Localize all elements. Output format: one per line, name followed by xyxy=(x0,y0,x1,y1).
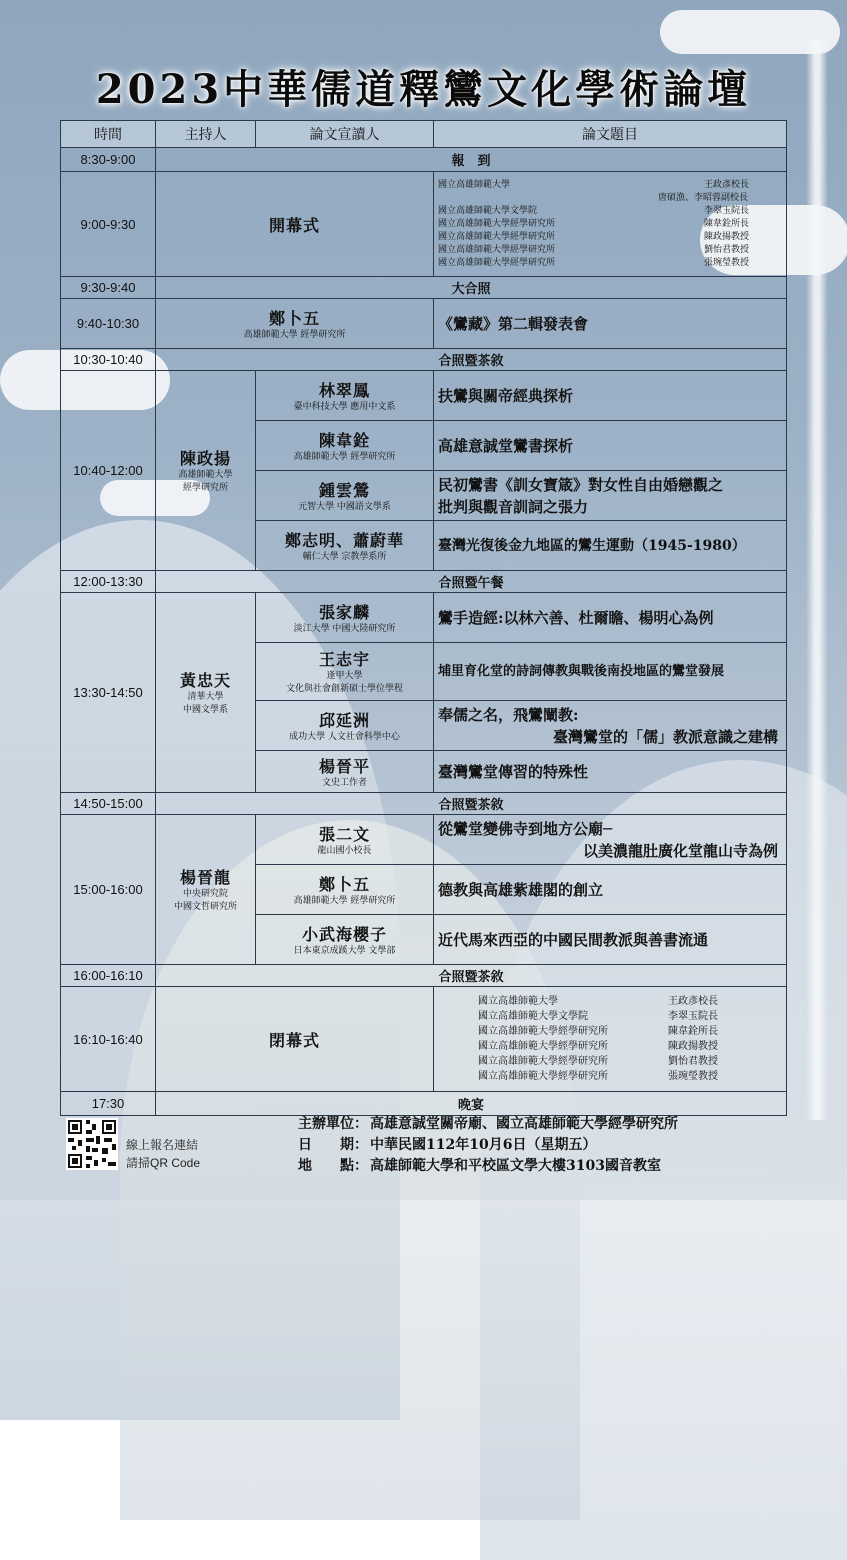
speaker-name: 張家麟 xyxy=(318,602,370,622)
time-cell: 10:30-10:40 xyxy=(61,349,156,371)
speaker-name: 鍾雲鶯 xyxy=(318,480,370,500)
speaker-affiliation: 高雄師範大學 經學研究所 xyxy=(293,895,396,906)
table-row xyxy=(61,299,787,349)
speaker-cell xyxy=(256,593,434,643)
speaker-affiliation: 成功大學 人文社會科學中心 xyxy=(289,731,400,742)
speaker-affiliation: 逢甲大學 xyxy=(326,671,363,681)
time-cell: 12:00-13:30 xyxy=(61,571,156,593)
header-topic: 論文題目 xyxy=(434,121,787,148)
table-row xyxy=(61,571,787,593)
topic-cell: 扶鸞與關帝經典探析 xyxy=(434,371,787,421)
schedule-table xyxy=(60,120,787,1116)
organizer-line xyxy=(298,1114,678,1135)
event-info xyxy=(298,1114,678,1177)
topic-line: 以美濃龍肚廣化堂龍山寺為例 xyxy=(582,841,778,860)
speaker-affiliation: 龍山國小校長 xyxy=(317,845,372,856)
speaker-affiliation: 文化與社會創新碩士學位學程 xyxy=(285,684,403,694)
speaker-name: 陳韋銓 xyxy=(318,430,370,450)
speaker-name: 邱延洲 xyxy=(318,710,370,730)
host-affiliation: 高雄師範大學 經學研究所 xyxy=(243,329,346,340)
time-cell: 8:30-9:00 xyxy=(61,148,156,172)
speaker-cell xyxy=(256,471,434,521)
topic-cell xyxy=(434,471,787,521)
topic-cell: 德教與高雄紫雄閣的創立 xyxy=(434,865,787,915)
speaker-name: 林翠鳳 xyxy=(318,380,370,400)
topic-line: 民初鸞書《訓女寶箴》對女性自由婚戀觀之 xyxy=(438,475,724,494)
speaker-affiliation: 淡江大學 中國大陸研究所 xyxy=(293,623,396,634)
event-cell: 合照暨茶敘 xyxy=(156,793,787,815)
guest-item: 國立高雄師範大學 王政彥校長 xyxy=(478,996,718,1007)
speaker-affiliation: 元智大學 中國語文學系 xyxy=(298,501,391,512)
topic-line: 批判與觀音訓詞之張力 xyxy=(438,497,589,516)
guest-item: 國立高雄師範大學經學研究所 劉怡君教授 xyxy=(438,244,750,255)
speaker-cell xyxy=(256,751,434,793)
speaker-name: 楊晉平 xyxy=(318,756,370,776)
topic-line: 從鸞堂變佛寺到地方公廟─ xyxy=(438,819,613,838)
guest-item: 國立高雄師範大學經學研究所 陳政揚教授 xyxy=(478,1041,718,1052)
guest-item: 國立高雄師範大學 王政彥校長 xyxy=(438,179,750,190)
table-row xyxy=(61,172,787,277)
table-row xyxy=(61,815,787,865)
speaker-cell xyxy=(256,421,434,471)
host-cell xyxy=(156,299,434,349)
brush-stroke-right xyxy=(806,40,828,1120)
table-row xyxy=(61,349,787,371)
time-cell: 17:30 xyxy=(61,1092,156,1116)
event-cell: 合照暨午餐 xyxy=(156,571,787,593)
time-cell: 16:10-16:40 xyxy=(61,987,156,1092)
guest-item: 國立高雄師範大學經學研究所 張琬瑩教授 xyxy=(438,257,750,268)
event-cell: 晚宴 xyxy=(156,1092,787,1116)
time-cell: 10:40-12:00 xyxy=(61,371,156,571)
table-row xyxy=(61,987,787,1092)
speaker-cell xyxy=(256,701,434,751)
place-label: 地 點： xyxy=(298,1158,368,1174)
speaker-cell xyxy=(256,521,434,571)
topic-cell: 高雄意誠堂鸞書探析 xyxy=(434,421,787,471)
time-cell: 9:00-9:30 xyxy=(61,172,156,277)
closing-guest-list xyxy=(434,987,787,1092)
host-cell xyxy=(156,593,256,793)
date-line xyxy=(298,1135,678,1156)
opening-guest-list xyxy=(434,172,787,277)
time-cell: 13:30-14:50 xyxy=(61,593,156,793)
speaker-name: 鄭志明、蕭蔚華 xyxy=(284,530,404,550)
speaker-cell xyxy=(256,371,434,421)
table-row xyxy=(61,371,787,421)
speaker-affiliation: 高雄師範大學 經學研究所 xyxy=(293,451,396,462)
speaker-name: 鄭卜五 xyxy=(318,874,370,894)
time-cell: 9:30-9:40 xyxy=(61,277,156,299)
speaker-cell xyxy=(256,643,434,701)
qr-code[interactable] xyxy=(66,1118,118,1170)
host-cell xyxy=(156,815,256,965)
topic-line: 奉儒之名，飛鸞闡教: xyxy=(438,705,579,724)
host-affiliation: 中國文哲研究所 xyxy=(173,902,237,912)
closing-ceremony-label: 閉幕式 xyxy=(156,987,434,1092)
opening-ceremony-label: 開幕式 xyxy=(156,172,434,277)
speaker-name: 王志宇 xyxy=(318,650,370,669)
host-name: 鄭卜五 xyxy=(268,308,320,328)
host-affiliation: 經學研究所 xyxy=(182,483,228,493)
guest-item: 國立高雄師範大學文學院 李翠玉院長 xyxy=(438,205,750,216)
time-cell: 16:00-16:10 xyxy=(61,965,156,987)
topic-cell: 臺灣光復後金九地區的鸞生運動（1945-1980） xyxy=(434,521,787,571)
speaker-cell xyxy=(256,915,434,965)
table-row xyxy=(61,148,787,172)
qr-caption-line: 線上報名連結 xyxy=(126,1138,199,1152)
host-affiliation: 清華大學 xyxy=(187,692,224,702)
qr-code-icon xyxy=(66,1118,118,1170)
organizer-value: 高雄意誠堂關帝廟、國立高雄師範大學經學研究所 xyxy=(370,1116,678,1132)
speaker-name: 張二文 xyxy=(318,824,370,844)
place-line xyxy=(298,1156,678,1177)
topic-cell xyxy=(434,815,787,865)
host-name: 陳政揚 xyxy=(179,449,231,468)
speaker-name: 小武海櫻子 xyxy=(301,924,387,944)
topic-line: 臺灣鸞堂的「儒」教派意識之建構 xyxy=(552,727,778,746)
guest-item: 國立高雄師範大學經學研究所 劉怡君教授 xyxy=(478,1056,718,1067)
host-cell xyxy=(156,371,256,571)
header-host: 主持人 xyxy=(156,121,256,148)
event-cell: 大合照 xyxy=(156,277,787,299)
qr-caption xyxy=(126,1136,200,1172)
host-affiliation: 中央研究院 xyxy=(182,889,228,899)
table-header-row xyxy=(61,121,787,148)
topic-cell xyxy=(434,701,787,751)
host-name: 黃忠天 xyxy=(179,671,231,690)
header-time: 時間 xyxy=(61,121,156,148)
speaker-cell xyxy=(256,815,434,865)
time-cell: 9:40-10:30 xyxy=(61,299,156,349)
speaker-cell xyxy=(256,865,434,915)
speaker-affiliation: 臺中科技大學 應用中文系 xyxy=(293,401,396,412)
topic-cell: 《鸞藏》第二輯發表會 xyxy=(434,299,787,349)
time-cell: 15:00-16:00 xyxy=(61,815,156,965)
table-row xyxy=(61,965,787,987)
event-cell: 報 到 xyxy=(156,148,787,172)
speaker-affiliation: 文史工作者 xyxy=(321,777,367,788)
topic-cell: 鸞手造經:以林六善、杜爾瞻、楊明心為例 xyxy=(434,593,787,643)
table-row xyxy=(61,793,787,815)
host-name: 楊晉龍 xyxy=(179,868,231,887)
topic-cell: 臺灣鸞堂傳習的特殊性 xyxy=(434,751,787,793)
table-row xyxy=(61,1092,787,1116)
host-affiliation: 中國文學系 xyxy=(182,705,228,715)
guest-item: 國立高雄師範大學文學院 李翠玉院長 xyxy=(478,1011,718,1022)
event-cell: 合照暨茶敘 xyxy=(156,965,787,987)
topic-cell: 埔里育化堂的詩詞傳教與戰後南投地區的鸞堂發展 xyxy=(434,643,787,701)
guest-item: 國立高雄師範大學經學研究所 陳政揚教授 xyxy=(438,231,750,242)
table-row xyxy=(61,277,787,299)
table-row xyxy=(61,593,787,643)
date-value: 中華民國112年10月6日（星期五） xyxy=(370,1137,597,1153)
guest-item: 國立高雄師範大學經學研究所 陳韋銓所長 xyxy=(478,1026,718,1037)
time-cell: 14:50-15:00 xyxy=(61,793,156,815)
guest-item: 國立高雄師範大學經學研究所 張琬瑩教授 xyxy=(478,1071,718,1082)
date-label: 日 期： xyxy=(298,1137,368,1153)
page-title: 2023中華儒道釋鸞文化學術論壇 xyxy=(95,66,752,113)
place-value: 高雄師範大學和平校區文學大樓3103國音教室 xyxy=(370,1158,661,1174)
guest-item: 唐碩漁、李昭蓉副校長 xyxy=(657,192,748,203)
topic-cell: 近代馬來西亞的中國民間教派與善書流通 xyxy=(434,915,787,965)
event-cell: 合照暨茶敘 xyxy=(156,349,787,371)
speaker-affiliation: 輔仁大學 宗教學系所 xyxy=(302,551,387,562)
host-affiliation: 高雄師範大學 xyxy=(178,470,233,480)
qr-caption-line: 請掃QR Code xyxy=(126,1156,201,1170)
organizer-label: 主辦單位： xyxy=(298,1116,368,1132)
header-speaker: 論文宣讀人 xyxy=(256,121,434,148)
speaker-affiliation: 日本東京成蹊大學 文學部 xyxy=(293,945,396,956)
guest-item: 國立高雄師範大學經學研究所 陳韋銓所長 xyxy=(438,218,750,229)
